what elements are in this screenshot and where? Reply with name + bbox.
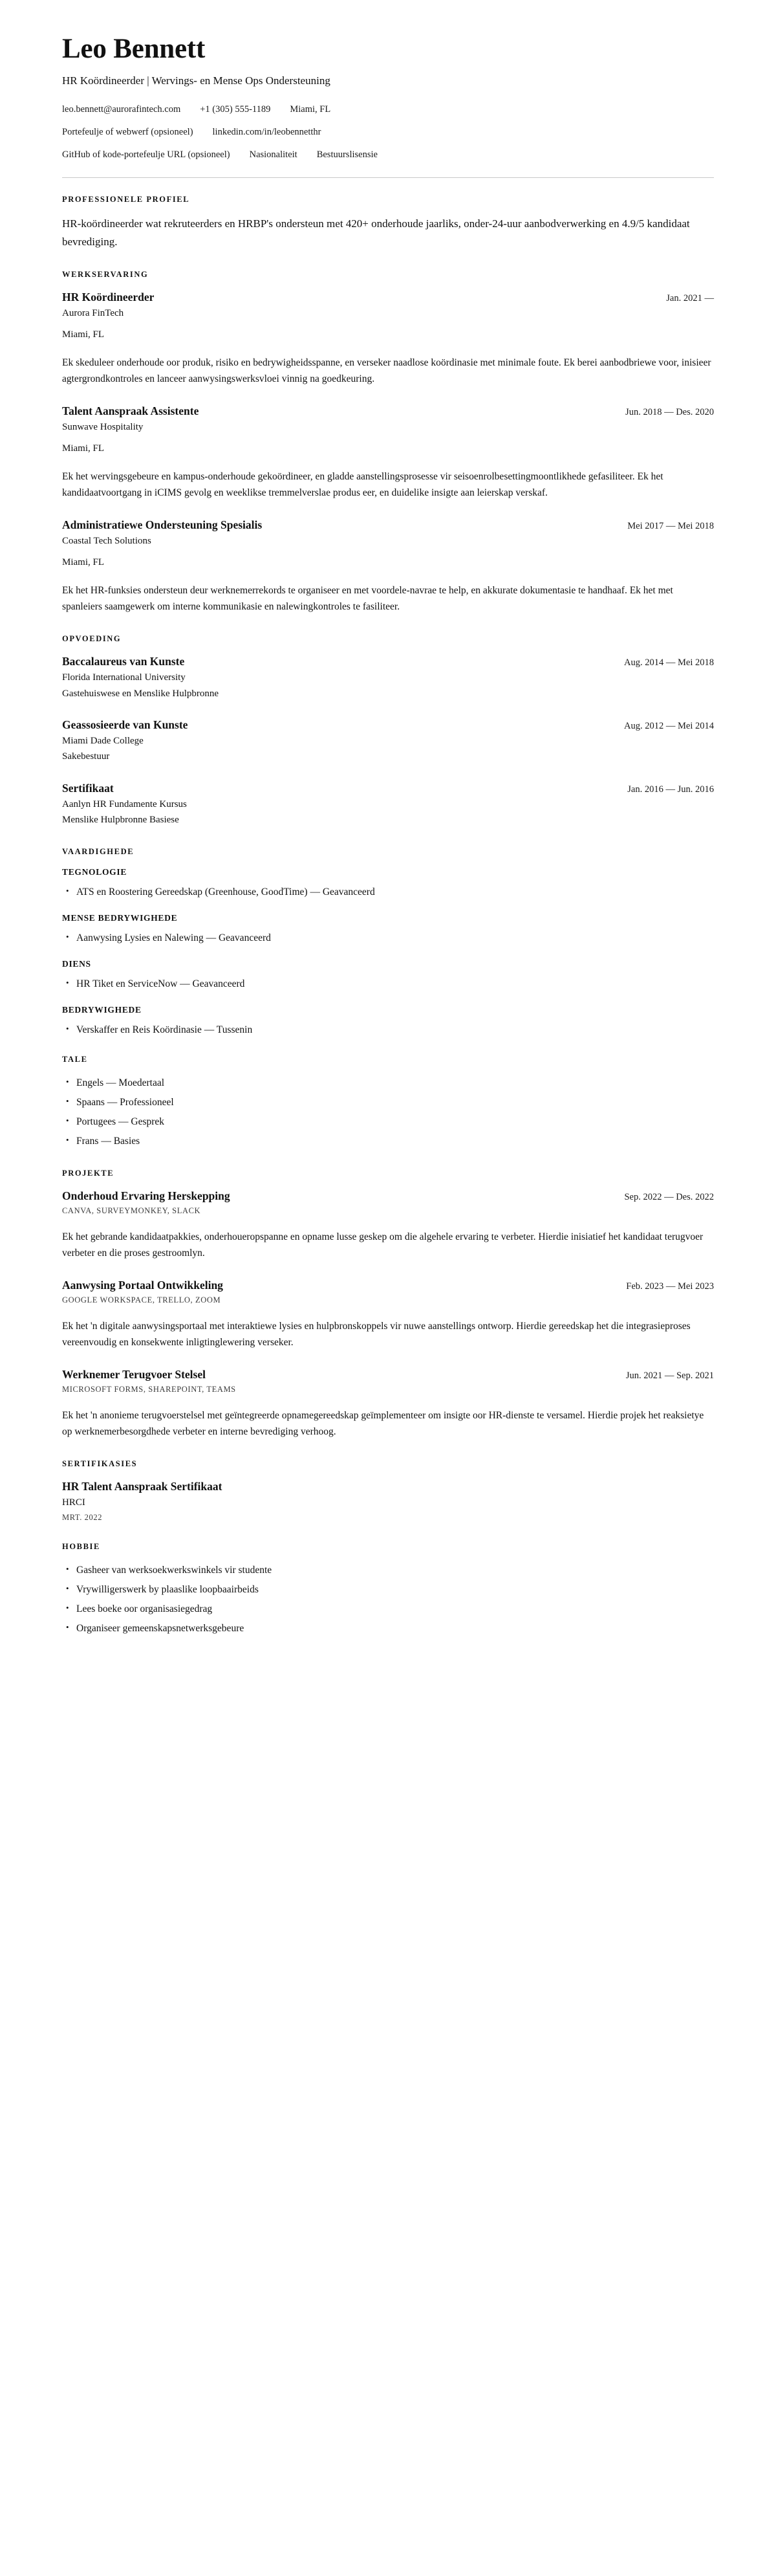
language-item: • Spaans — Professioneel xyxy=(76,1094,714,1110)
experience-company: Aurora FinTech xyxy=(62,308,124,319)
hobby-item: • Gasheer van werksoekwerkswinkels vir studente xyxy=(76,1562,714,1578)
skill-group-label: BEDRYWIGHEDE xyxy=(62,1004,142,1015)
experience-entry-head xyxy=(62,290,714,305)
education-school: Miami Dade College xyxy=(62,735,144,746)
project-tools: CANVA, SURVEYMONKEY, SLACK xyxy=(62,1206,201,1216)
education-degree: Sertifikaat xyxy=(62,781,114,795)
experience-role: HR Koördineerder xyxy=(62,291,155,304)
skill-group-label: MENSE BEDRYWIGHEDE xyxy=(62,912,178,923)
profile-summary-text: HR-koördineerder wat rekruteerders en HRBP's ondersteun met 420+ onderhoude jaarliks, onder-24-uur aanbodverwerking en 4.9/5 kandidaat bevrediging. xyxy=(62,217,690,248)
education-field: Gastehuiswese en Menslike Hulpbronne xyxy=(62,688,219,699)
experience-description: Ek skeduleer onderhoude oor produk, risiko en bedrywigheidsspanne, en verseker naadlose koördinasie met minimale foute. Ek berei aanbodbriewe voor, inisieer agtergrondkontroles en lanceer aanwysingswerksvloei vinnig na goedkeuring. xyxy=(62,357,711,385)
hobby-list xyxy=(62,1562,714,1636)
experience-entry-head xyxy=(62,404,714,419)
education-date: Jan. 2016 — Jun. 2016 xyxy=(627,784,714,795)
project-entry-head xyxy=(62,1189,714,1204)
project-date: Sep. 2022 — Des. 2022 xyxy=(624,1192,714,1203)
hobby-item: • Lees boeke oor organisasiegedrag xyxy=(76,1601,714,1617)
experience-entry xyxy=(62,404,714,501)
project-entry xyxy=(62,1367,714,1440)
experience-entry xyxy=(62,290,714,387)
education-field: Menslike Hulpbronne Basiese xyxy=(62,815,179,826)
project-date: Jun. 2021 — Sep. 2021 xyxy=(625,1371,714,1382)
section-title-hobbies: HOBBIE xyxy=(62,1541,100,1551)
experience-company: Coastal Tech Solutions xyxy=(62,536,151,547)
section-title-projects: PROJEKTE xyxy=(62,1169,114,1178)
education-date: Aug. 2014 — Mei 2018 xyxy=(624,657,714,668)
education-degree: Geassosieerde van Kunste xyxy=(62,718,188,732)
experience-date: Jan. 2021 — xyxy=(666,293,714,304)
contact-location: Miami, FL xyxy=(290,104,331,115)
resume-header xyxy=(62,34,714,162)
language-list xyxy=(62,1075,714,1149)
skill-group-languages xyxy=(62,1055,714,1149)
project-name: Onderhoud Ervaring Herskepping xyxy=(62,1189,230,1203)
skill-group-technology xyxy=(62,867,714,900)
project-entry-head xyxy=(62,1278,714,1293)
experience-date: Jun. 2018 — Des. 2020 xyxy=(625,407,714,418)
section-title-education: OPVOEDING xyxy=(62,634,122,644)
section-profile xyxy=(62,195,714,250)
section-experience xyxy=(62,270,714,615)
experience-role: Talent Aanspraak Assistente xyxy=(62,404,199,418)
skill-group-people-ops xyxy=(62,913,714,946)
contact-portfolio[interactable]: Portefeulje of webwerf (opsioneel) xyxy=(62,126,193,137)
skill-group-operations xyxy=(62,1005,714,1038)
project-date: Feb. 2023 — Mei 2023 xyxy=(626,1281,714,1292)
education-entry xyxy=(62,654,714,701)
skill-list xyxy=(62,1022,714,1038)
section-projects xyxy=(62,1169,714,1440)
candidate-name: Leo Bennett xyxy=(62,34,206,64)
section-title-experience: WERKSERVARING xyxy=(62,270,149,280)
contact-row-3 xyxy=(62,148,714,162)
skill-group-label: TEGNOLOGIE xyxy=(62,866,127,877)
education-entry-head xyxy=(62,718,714,732)
hobby-item: • Vrywilligerswerk by plaaslike loopbaairbeids xyxy=(76,1581,714,1598)
contact-drivers-license: Bestuurslisensie xyxy=(316,149,378,160)
project-entry-head xyxy=(62,1367,714,1382)
skill-group-service xyxy=(62,959,714,992)
certification-date: MRT. 2022 xyxy=(62,1512,103,1522)
header-divider xyxy=(62,177,714,178)
contact-nationality: Nasionaliteit xyxy=(249,149,297,160)
experience-date: Mei 2017 — Mei 2018 xyxy=(627,521,714,532)
education-entry-head xyxy=(62,654,714,669)
project-entry xyxy=(62,1189,714,1261)
contact-email[interactable]: leo.bennett@aurorafintech.com xyxy=(62,104,181,115)
candidate-headline: HR Koördineerder | Wervings- en Mense Ops Ondersteuning xyxy=(62,74,330,87)
certification-entry xyxy=(62,1479,714,1522)
education-school: Florida International University xyxy=(62,672,186,683)
education-entry xyxy=(62,718,714,764)
hobby-item: • Organiseer gemeenskapsnetwerksgebeure xyxy=(76,1620,714,1636)
experience-location: Miami, FL xyxy=(62,329,105,340)
education-entry xyxy=(62,781,714,828)
contact-phone[interactable]: +1 (305) 555-1189 xyxy=(200,104,271,115)
project-description: Ek het gebrande kandidaatpakkies, onderhoueropspanne en opname lusse geskep om die algehele ervaring te verbeter. Hierdie inisiatief het kandidaat terugvoer verbeter en die proses gestroomlyn. xyxy=(62,1231,704,1259)
experience-description: Ek het HR-funksies ondersteun deur werknemerrekords te organiseer en met voordele-navrae te help, en akkurate dokumentasie te handhaaf. Ek het met spanleiers saamgewerk om interne kommunikasie en nalewingkontroles te fasiliteer. xyxy=(62,585,673,613)
section-certifications xyxy=(62,1459,714,1522)
skill-list xyxy=(62,884,714,900)
education-degree: Baccalaureus van Kunste xyxy=(62,655,185,668)
language-item: • Portugees — Gesprek xyxy=(76,1114,714,1130)
skill-item: • HR Tiket en ServiceNow — Geavanceerd xyxy=(76,976,714,992)
contact-github[interactable]: GitHub of kode-portefeulje URL (opsioneel) xyxy=(62,149,230,160)
skill-list xyxy=(62,930,714,946)
contact-row-1 xyxy=(62,103,714,117)
project-name: Werknemer Terugvoer Stelsel xyxy=(62,1368,206,1382)
section-title-profile: PROFESSIONELE PROFIEL xyxy=(62,195,190,204)
experience-location: Miami, FL xyxy=(62,556,105,567)
experience-location: Miami, FL xyxy=(62,443,105,454)
project-name: Aanwysing Portaal Ontwikkeling xyxy=(62,1279,223,1292)
skill-item: • ATS en Roostering Gereedskap (Greenhouse, GoodTime) — Geavanceerd xyxy=(76,884,714,900)
certification-issuer: HRCI xyxy=(62,1497,85,1508)
project-entry xyxy=(62,1278,714,1350)
section-education xyxy=(62,634,714,827)
contact-linkedin[interactable]: linkedin.com/in/leobennetthr xyxy=(212,126,321,137)
section-title-certifications: SERTIFIKASIES xyxy=(62,1459,138,1469)
section-title-languages: TALE xyxy=(62,1055,88,1064)
education-date: Aug. 2012 — Mei 2014 xyxy=(624,721,714,732)
project-tools: MICROSOFT FORMS, SHAREPOINT, TEAMS xyxy=(62,1385,236,1394)
language-item: • Frans — Basies xyxy=(76,1133,714,1149)
skill-list xyxy=(62,976,714,992)
skill-item: • Aanwysing Lysies en Nalewing — Geavanceerd xyxy=(76,930,714,946)
education-entry-head xyxy=(62,781,714,796)
project-tools: GOOGLE WORKSPACE, TRELLO, ZOOM xyxy=(62,1295,221,1305)
skill-group-label: DIENS xyxy=(62,958,91,969)
contact-row-2 xyxy=(62,126,714,140)
experience-role: Administratiewe Ondersteuning Spesialis xyxy=(62,518,263,532)
section-skills xyxy=(62,847,714,1150)
skill-item: • Verskaffer en Reis Koördinasie — Tussenin xyxy=(76,1022,714,1038)
section-hobbies xyxy=(62,1542,714,1636)
experience-description: Ek het wervingsgebeure en kampus-onderhoude gekoördineer, en gladde aanstellingsprosesse vir seisoenrolbesettingmoontlikhede gefasiliteer. Ek het kandidaatvoortgang in iCIMS gevolg en weeklikse tremmelverslae produs eer, en duidelike insigte aan leierskap verskaf. xyxy=(62,471,663,499)
experience-company: Sunwave Hospitality xyxy=(62,422,144,433)
project-description: Ek het 'n digitale aanwysingsportaal met interaktiewe lysies en hulpbronskoppels vir nuwe aanstellings ontworp. Hierdie gereedskap het die integrasieproses vereenvoudig en konsekwente inligtinglewering verseker. xyxy=(62,1321,691,1349)
section-title-skills: VAARDIGHEDE xyxy=(62,846,135,856)
project-description: Ek het 'n anonieme terugvoerstelsel met geïntegreerde opnamegereedskap geïmplementeer om insigte oor HR-dienste te versamel. Hierdie projek het reaksietye op werknemerbesorgdhede verbeter en interne bevrediging verhoog. xyxy=(62,1410,704,1438)
experience-entry-head xyxy=(62,518,714,533)
certification-name: HR Talent Aanspraak Sertifikaat xyxy=(62,1480,222,1493)
education-school: Aanlyn HR Fundamente Kursus xyxy=(62,798,187,809)
language-item: • Engels — Moedertaal xyxy=(76,1075,714,1091)
education-field: Sakebestuur xyxy=(62,751,110,762)
experience-entry xyxy=(62,518,714,615)
